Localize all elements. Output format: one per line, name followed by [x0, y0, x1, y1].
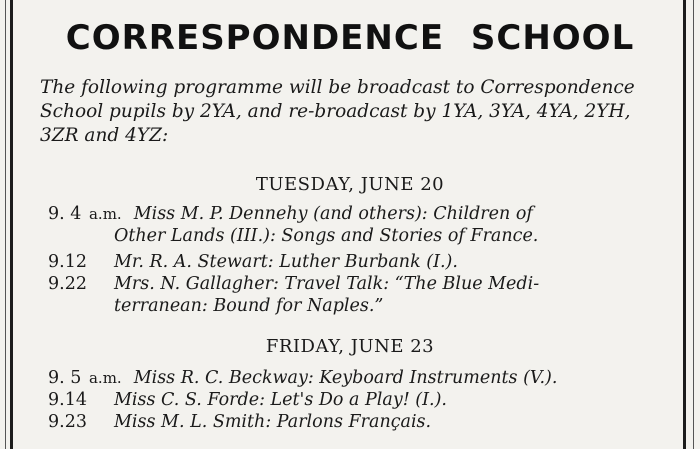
entry-line-continued: Other Lands (III.): Songs and Stories of France.: [114, 226, 539, 246]
entry-line: [48, 367, 678, 389]
entry-line: [48, 389, 678, 411]
entry-time: 9.14: [48, 390, 87, 410]
entry-line: [48, 411, 678, 433]
entry-time: 9. 4 a.m.: [48, 204, 122, 224]
programme-entry: [48, 251, 678, 273]
column-rule-left-thin: [5, 0, 6, 449]
entry-line: [48, 251, 678, 273]
entry-text: Miss M. P. Dennehy (and others): Children of: [133, 204, 533, 224]
entry-line: [48, 203, 678, 225]
programme-entry: [48, 411, 678, 433]
entry-text: Miss R. C. Beckway: Keyboard Instruments (V.).: [133, 368, 558, 388]
entry-time: 9. 5 a.m.: [48, 368, 122, 388]
entry-text: Miss C. S. Forde: Let's Do a Play! (I.).: [114, 390, 447, 410]
entry-text: Mr. R. A. Stewart: Luther Burbank (I.).: [114, 252, 458, 272]
entry-text: Miss M. L. Smith: Parlons Français.: [114, 412, 432, 432]
entry-time: 9.12: [48, 252, 87, 272]
entry-time: 9.23: [48, 412, 87, 432]
programme-entry: [48, 389, 678, 411]
entry-line: [48, 273, 678, 295]
page-title: CORRESPONDENCE SCHOOL: [65, 18, 635, 58]
column-rule-right-thin: [693, 0, 694, 449]
day-heading-tuesday: TUESDAY, JUNE 20: [255, 174, 445, 195]
column-rule-left: [10, 0, 13, 449]
programme-entry: [48, 273, 678, 317]
entry-line-continued: terranean: Bound for Naples.”: [114, 296, 384, 316]
day-heading-friday: FRIDAY, JUNE 23: [265, 336, 435, 357]
programme-entry: [48, 203, 678, 247]
column-rule-right: [683, 0, 686, 449]
entry-time: 9.22: [48, 274, 87, 294]
intro-paragraph: The following programme will be broadcast to Correspondence School pupils by 2YA, and re-broadcast by 1YA, 3YA, 4YA, 2YH, 3ZR and 4YZ:: [40, 77, 635, 146]
entry-text: Mrs. N. Gallagher: Travel Talk: “The Blue Medi-: [114, 274, 540, 294]
programme-entry: [48, 367, 678, 389]
